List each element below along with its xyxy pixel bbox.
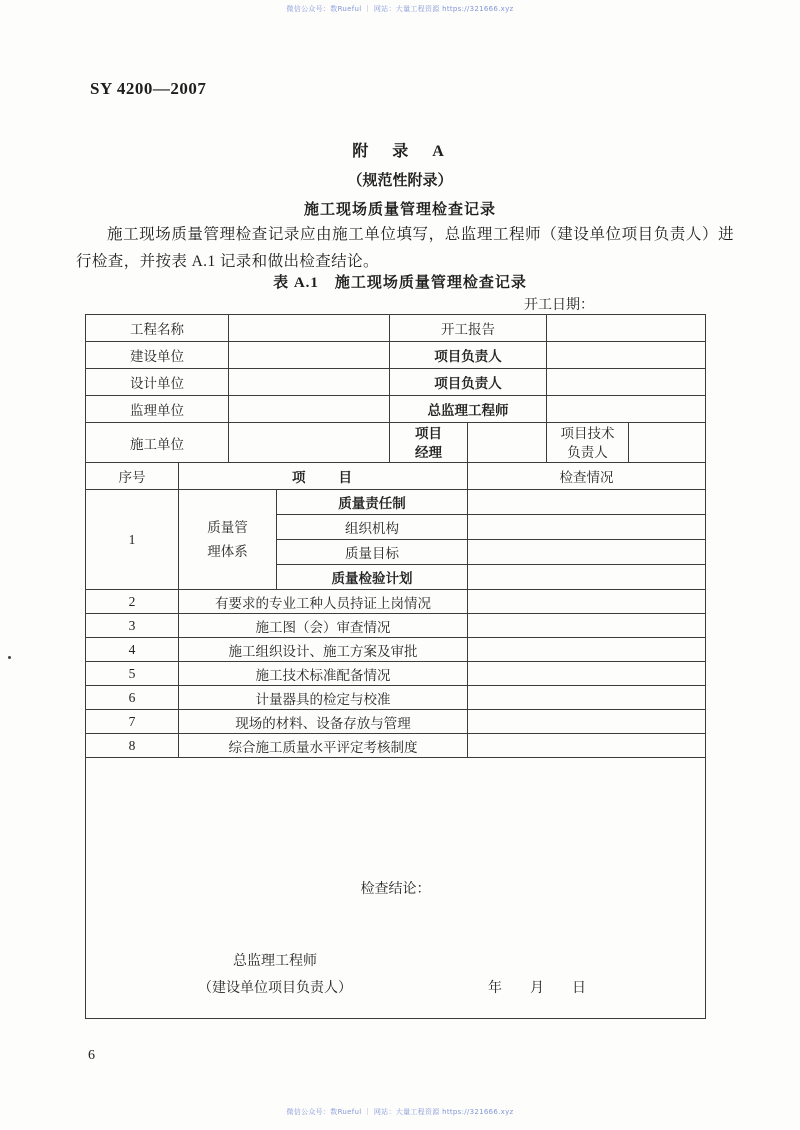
design-unit-label: 设计单位 [86, 369, 229, 396]
table-row [86, 614, 706, 638]
item7-label: 现场的材料、设备存放与管理 [179, 710, 468, 734]
chief-engineer-value [547, 396, 706, 423]
signature-block [198, 948, 352, 1002]
table-row [86, 710, 706, 734]
start-report-label: 开工报告 [390, 315, 547, 342]
conclusion-row [86, 758, 706, 1019]
item7-no: 7 [86, 710, 179, 734]
item1-sub2-label: 组织机构 [277, 515, 468, 540]
conclusion-label: 检查结论： [360, 882, 431, 897]
watermark-bottom: 微信公众号：数Rueful ｜ 网站：大量工程资源 https://321666.xyz [286, 1108, 514, 1116]
supervision-unit-value [229, 396, 390, 423]
margin-dot [8, 656, 11, 659]
item1-sub1-status [468, 490, 706, 515]
item2-no: 2 [86, 590, 179, 614]
project-name-value [229, 315, 390, 342]
contractor-value [229, 423, 390, 463]
tech-director-label [547, 423, 629, 463]
item4-label: 施工组织设计、施工方案及审批 [179, 638, 468, 662]
project-name-label: 工程名称 [86, 315, 229, 342]
design-pm-value [547, 369, 706, 396]
item8-label: 综合施工质量水平评定考核制度 [179, 734, 468, 758]
owner-pm-label: 项目负责人 [390, 342, 547, 369]
start-report-value [547, 315, 706, 342]
table-caption: 表 A.1 施工现场质量管理检查记录 [273, 275, 527, 291]
item1-sub3-label: 质量目标 [277, 540, 468, 565]
item5-status [468, 662, 706, 686]
intro-paragraph: 施工现场质量管理检查记录应由施工单位填写，总监理工程师（建设单位项目负责人）进行检查，并按表 A.1 记录和做出检查结论。 [76, 226, 734, 270]
item2-label: 有要求的专业工种人员持证上岗情况 [179, 590, 468, 614]
table-row [86, 734, 706, 758]
item8-no: 8 [86, 734, 179, 758]
project-manager-label [390, 423, 468, 463]
appendix-title-block [0, 138, 800, 219]
item6-status [468, 686, 706, 710]
column-header-status: 检查情况 [468, 463, 706, 490]
table-row [86, 396, 706, 423]
item1-sub2-status [468, 515, 706, 540]
item5-label: 施工技术标准配备情况 [179, 662, 468, 686]
contractor-label: 施工单位 [86, 423, 229, 463]
standard-code: SY 4200—2007 [90, 79, 207, 98]
chief-engineer-label: 总监理工程师 [390, 396, 547, 423]
conclusion-cell [86, 758, 706, 1019]
project-manager-value [468, 423, 547, 463]
column-header-no: 序号 [86, 463, 179, 490]
item6-label: 计量器具的检定与校准 [179, 686, 468, 710]
item1-group-line1: 质量管 [207, 519, 248, 535]
page-number: 6 [88, 1048, 95, 1063]
appendix-heading: 施工现场质量管理检查记录 [303, 202, 496, 218]
item1-sub4-label: 质量检验计划 [277, 565, 468, 590]
table-row [86, 315, 706, 342]
tech-director-label-line1: 项目技术 [560, 425, 615, 441]
table-row [86, 638, 706, 662]
item2-status [468, 590, 706, 614]
item7-status [468, 710, 706, 734]
item5-no: 5 [86, 662, 179, 686]
table-row [86, 490, 706, 515]
item1-group-label [179, 490, 277, 590]
item1-sub4-status [468, 565, 706, 590]
appendix-title: 附 录 A [352, 143, 448, 160]
inspection-form-table [85, 314, 706, 1019]
item1-no: 1 [86, 490, 179, 590]
watermark-top: 微信公众号：数Rueful ｜ 网站：大量工程资源 https://321666.xyz [286, 5, 514, 13]
column-header-item: 项 目 [179, 463, 468, 490]
table-row [86, 369, 706, 396]
item1-sub3-status [468, 540, 706, 565]
owner-unit-value [229, 342, 390, 369]
tech-director-value [629, 423, 706, 463]
signature-line1: 总监理工程师 [233, 954, 317, 969]
tech-director-label-line2: 负责人 [567, 444, 608, 460]
item8-status [468, 734, 706, 758]
item6-no: 6 [86, 686, 179, 710]
item4-status [468, 638, 706, 662]
owner-unit-label: 建设单位 [86, 342, 229, 369]
table-row [86, 342, 706, 369]
table-row [86, 662, 706, 686]
start-date-label: 开工日期： [524, 298, 594, 313]
project-manager-label-line2: 经理 [415, 444, 442, 460]
signature-line2: （建设单位项目负责人） [198, 981, 352, 996]
design-pm-label: 项目负责人 [390, 369, 547, 396]
item1-sub1-label: 质量责任制 [277, 490, 468, 515]
table-header-row [86, 463, 706, 490]
supervision-unit-label: 监理单位 [86, 396, 229, 423]
design-unit-value [229, 369, 390, 396]
item1-group-line2: 理体系 [207, 543, 248, 559]
owner-pm-value [547, 342, 706, 369]
date-line: 年 月 日 [488, 981, 586, 996]
table-row [86, 590, 706, 614]
item3-no: 3 [86, 614, 179, 638]
appendix-subtitle: （规范性附录） [347, 173, 453, 189]
project-manager-label-line1: 项目 [415, 425, 442, 441]
item4-no: 4 [86, 638, 179, 662]
item3-status [468, 614, 706, 638]
table-row [86, 686, 706, 710]
item3-label: 施工图（会）审查情况 [179, 614, 468, 638]
table-row [86, 423, 706, 463]
